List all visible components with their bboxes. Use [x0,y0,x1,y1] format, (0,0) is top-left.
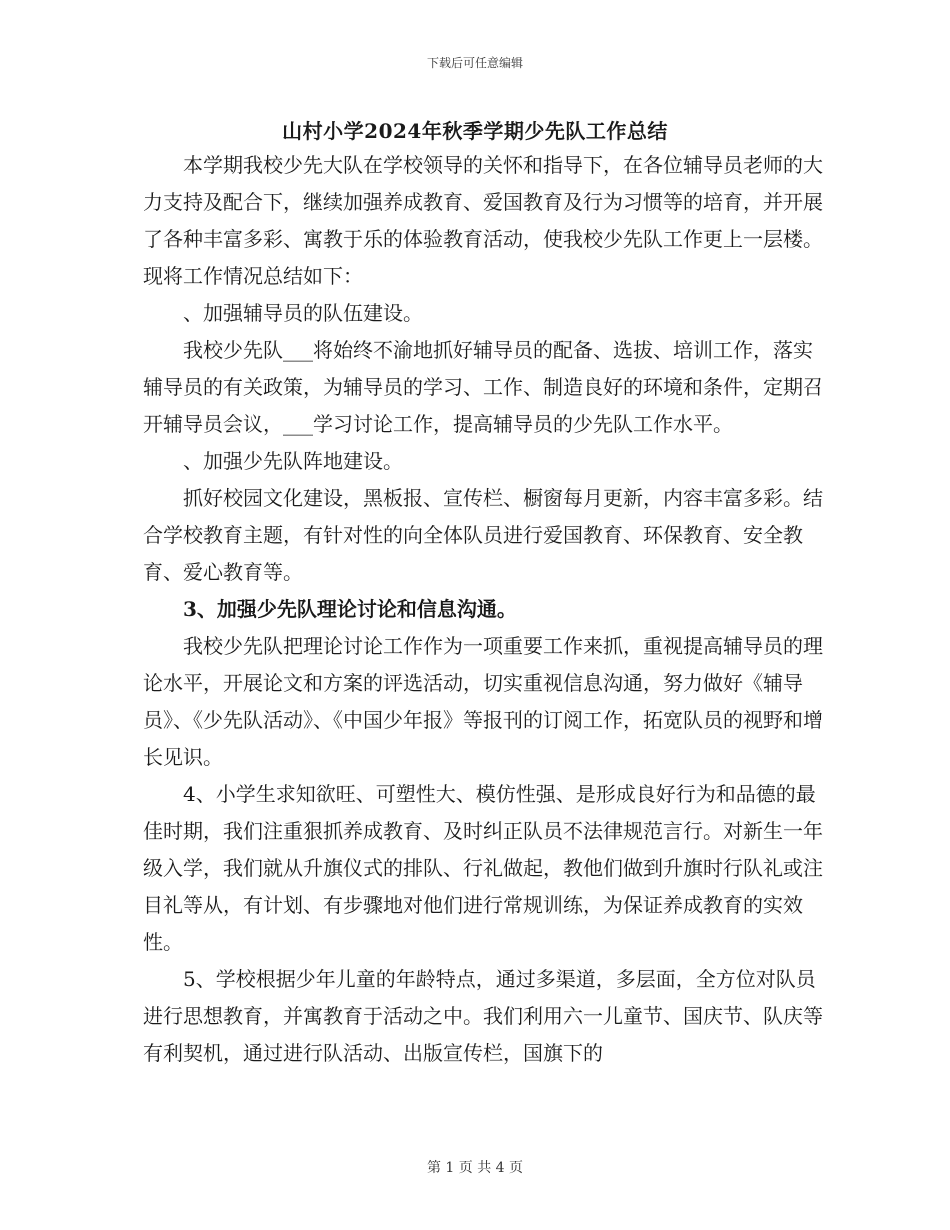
section-heading-1: 、加强辅导员的队伍建设。 [183,301,423,325]
paragraph-intro: 本学期我校少先大队在学校领导的关怀和指导下，在各位辅导员老师的大力支持及配合下，继续加强养成教育、爱国教育及行为习惯等的培育，并开展了各种丰富多彩、寓教于乐的体验教育活动，使我校少先队工作更上一层楼。现将工作情况总结如下： [143,153,823,288]
section-heading-2: 、加强少先队阵地建设。 [183,449,403,473]
header-note: 下载后可任意编辑 [426,56,523,70]
paragraph-section-4: 4、小学生求知欲旺、可塑性大、模仿性强、是形成良好行为和品德的最佳时期，我们注重狠抓养成教育、及时纠正队员不法律规范言行。对新生一年级入学，我们就从升旗仪式的排队、行礼做起，教他们做到升旗时行队礼或注目礼等从，有计划、有步骤地对他们进行常规训练，为保证养成教育的实效性。 [143,782,823,954]
document-body [143,147,823,1072]
document-title: 山村小学2024年秋季学期少先队工作总结 [282,119,668,143]
section-heading-3: 3、加强少先队理论讨论和信息沟通。 [183,597,517,621]
paragraph-section-2: 抓好校园文化建设，黑板报、宣传栏、橱窗每月更新，内容丰富多彩。结合学校教育主题，有针对性的向全体队员进行爱国教育、环保教育、安全教育、爱心教育等。 [143,486,823,584]
paragraph-section-3: 我校少先队把理论讨论工作作为一项重要工作来抓，重视提高辅导员的理论水平，开展论文和方案的评选活动，切实重视信息沟通，努力做好《辅导员》、《少先队活动》、《中国少年报》等报刊的订阅工作，拓宽队员的视野和增长见识。 [143,634,823,769]
page-number: 第 1 页 共 4 页 [426,1160,524,1176]
paragraph-section-1: 我校少先队___将始终不渝地抓好辅导员的配备、选拔、培训工作，落实辅导员的有关政策，为辅导员的学习、工作、制造良好的环境和条件，定期召开辅导员会议，___学习讨论工作，提高辅导员的少先队工作水平。 [143,338,823,436]
paragraph-section-5: 5、学校根据少年儿童的年龄特点，通过多渠道，多层面，全方位对队员进行思想教育，并寓教育于活动之中。我们利用六一儿童节、国庆节、队庆等有利契机，通过进行队活动、出版宣传栏，国旗下的 [143,967,823,1065]
